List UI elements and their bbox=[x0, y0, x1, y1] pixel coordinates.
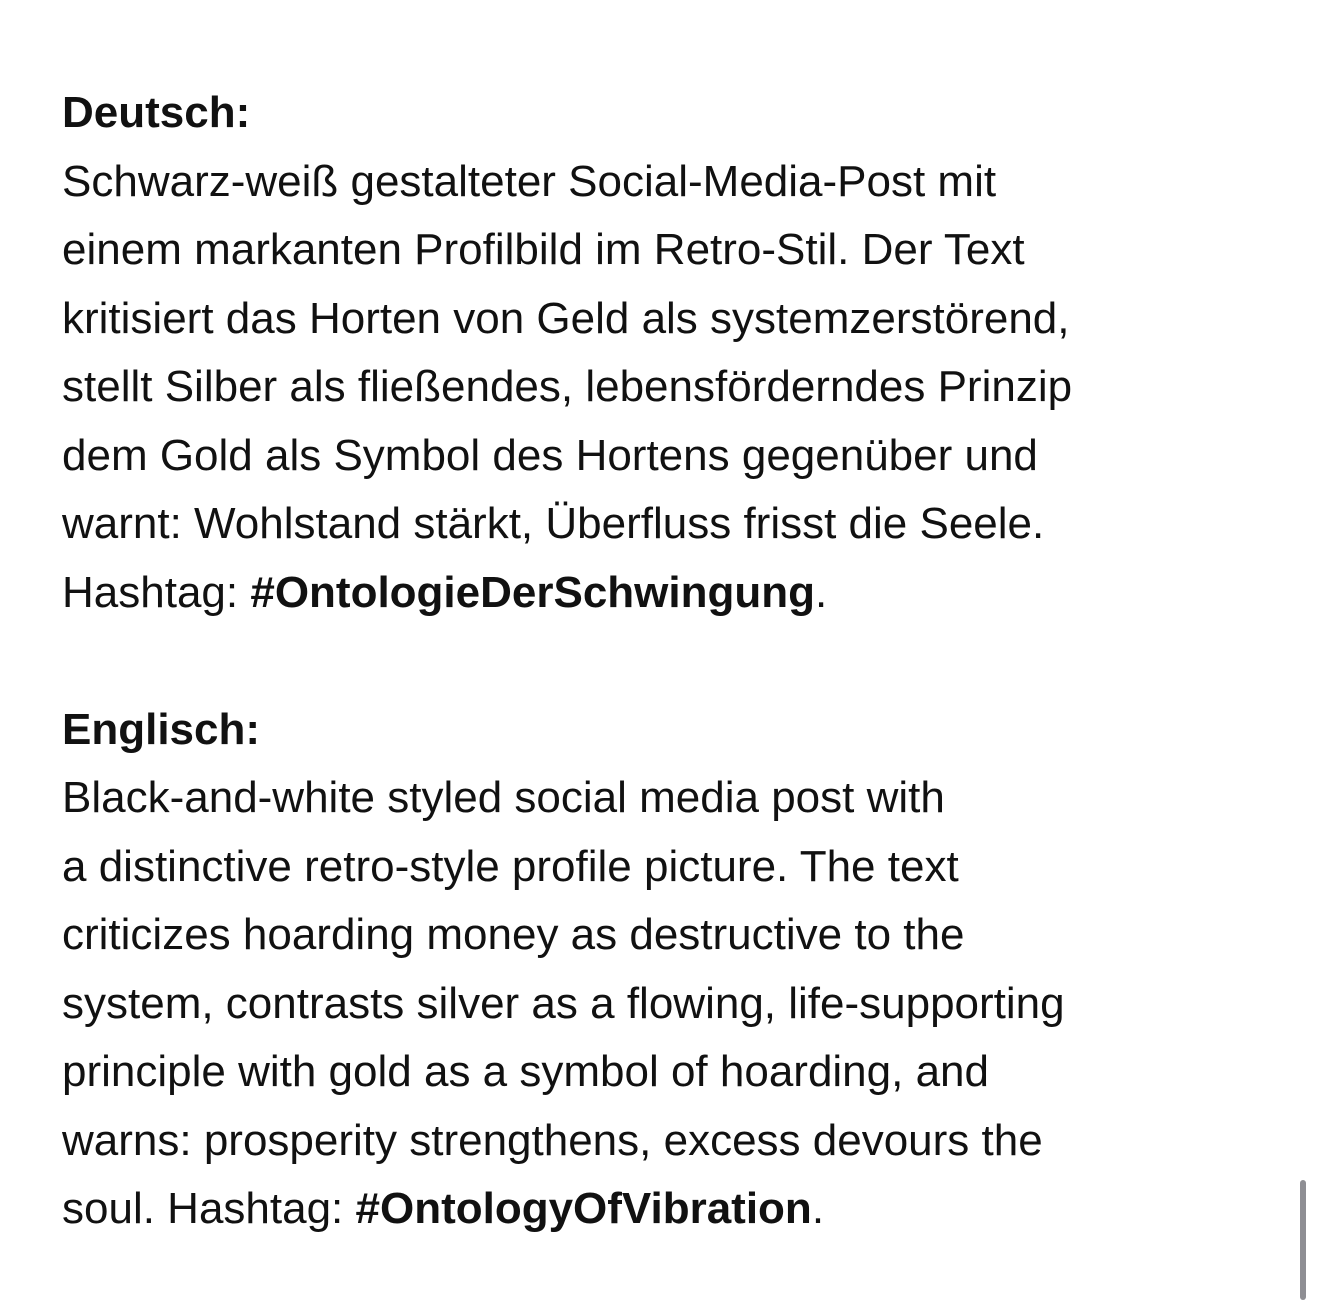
english-hashtag[interactable]: #OntologyOfVibration bbox=[355, 1184, 812, 1233]
german-title: Deutsch: bbox=[62, 88, 251, 137]
german-hashtag-line bbox=[62, 559, 1272, 628]
english-title: Englisch: bbox=[62, 704, 261, 754]
english-line: criticizes hoarding money as destructive to the bbox=[62, 910, 965, 959]
german-line: warnt: Wohlstand stärkt, Überfluss frisst die Seele. bbox=[62, 499, 1045, 548]
english-line: a distinctive retro-style profile picture. The text bbox=[62, 841, 959, 891]
english-hashtag-prefix: soul. Hashtag: bbox=[62, 1184, 356, 1233]
english-line: principle with gold as a symbol of hoarding, and bbox=[62, 1047, 989, 1096]
english-hashtag-suffix: . bbox=[811, 1184, 825, 1233]
german-hashtag-suffix: . bbox=[815, 567, 828, 617]
section-spacer bbox=[62, 627, 1272, 696]
german-line: kritisiert das Horten von Geld als systemzerstörend, bbox=[62, 293, 1070, 343]
vertical-scrollbar[interactable] bbox=[1300, 1180, 1306, 1300]
german-line: dem Gold als Symbol des Hortens gegenüber und bbox=[62, 430, 1038, 480]
german-hashtag[interactable]: #OntologieDerSchwingung bbox=[250, 567, 816, 617]
german-line: stellt Silber als fließendes, lebensförderndes Prinzip bbox=[62, 362, 1073, 411]
german-line: Schwarz-weiß gestalteter Social-Media-Post mit bbox=[62, 156, 997, 206]
english-hashtag-line bbox=[62, 1175, 1272, 1244]
english-section bbox=[62, 696, 1272, 1244]
german-section bbox=[62, 79, 1272, 627]
english-line: system, contrasts silver as a flowing, life-supporting bbox=[62, 978, 1065, 1028]
english-line: Black-and-white styled social media post with bbox=[62, 773, 945, 822]
note-content bbox=[62, 79, 1272, 1244]
english-line: warns: prosperity strengthens, excess devours the bbox=[62, 1115, 1043, 1165]
german-hashtag-prefix: Hashtag: bbox=[62, 567, 251, 617]
german-line: einem markanten Profilbild im Retro-Stil. Der Text bbox=[62, 225, 1025, 274]
